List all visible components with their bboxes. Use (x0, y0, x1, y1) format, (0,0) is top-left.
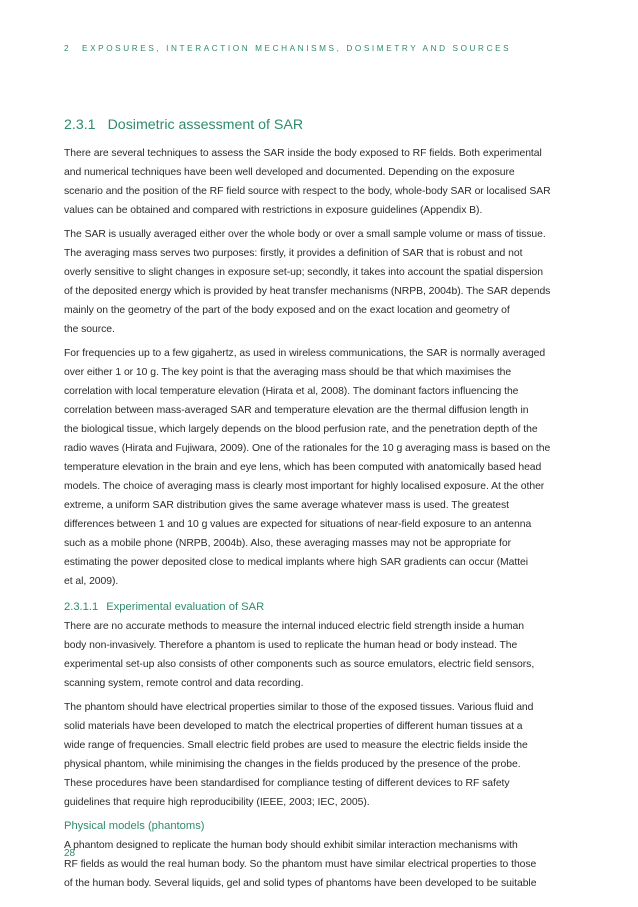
text-line: experimental set-up also consists of other components such as source emulators, electric field sensors, (64, 659, 535, 670)
text-line: There are no accurate methods to measure the internal induced electric field strength inside a human (64, 621, 524, 632)
text-line: the biological tissue, which largely depends on the blood perfusion rate, and the penetration depth of the (64, 424, 538, 435)
text-line: radio waves (Hirata and Fujiwara, 2009). One of the rationales for the 10 g averaging mass is based on the (64, 443, 551, 454)
paragraph-averaging (64, 225, 580, 339)
paragraph-techniques (64, 144, 580, 220)
text-line: These procedures have been standardised for compliance testing of different devices to RF safety (64, 778, 510, 789)
section-title: Dosimetric assessment of SAR (107, 117, 304, 133)
text-line: There are several techniques to assess the SAR inside the body exposed to RF fields. Both experimental (64, 148, 542, 159)
text-line: temperature elevation in the brain and eye lens, which has been computed with anatomically based head (64, 462, 542, 473)
text-line: physical phantom, while minimising the changes in the fields produced by the presence of the probe. (64, 759, 521, 770)
text-line: such as a mobile phone (NRPB, 2004b). Also, these averaging masses may not be appropriate for (64, 538, 512, 549)
section-heading (64, 117, 580, 133)
text-line: the source. (64, 324, 115, 335)
text-line: differences between 1 and 10 g values are expected for situations of near-field exposure to an antenna (64, 519, 532, 530)
text-line: A phantom designed to replicate the human body should exhibit similar interaction mechanisms with (64, 840, 518, 851)
paragraph-physical-models (64, 836, 580, 893)
text-line: body non-invasively. Therefore a phantom is used to replicate the human head or body instead. The (64, 640, 518, 651)
text-line: guidelines that require high reproducibility (IEEE, 2003; IEC, 2005). (64, 797, 370, 808)
paragraph-frequencies (64, 344, 580, 591)
chapter-number: 2 (64, 44, 72, 53)
paragraph-phantom-properties (64, 698, 580, 812)
text-line: of the human body. Several liquids, gel and solid types of phantoms have been developed to be suitable (64, 878, 537, 889)
text-line: extreme, a uniform SAR distribution gives the same average whatever mass is used. The greatest (64, 500, 510, 511)
page-content (64, 117, 580, 898)
text-line: mainly on the geometry of the part of the body exposed and on the exact location and geometry of (64, 305, 510, 316)
chapter-title: EXPOSURES, INTERACTION MECHANISMS, DOSIMETRY AND SOURCES (82, 44, 512, 53)
text-line: solid materials have been developed to match the electrical properties of different human tissues at a (64, 721, 523, 732)
text-line: estimating the power deposited close to medical implants where high SAR gradients can occur (Mattei (64, 557, 529, 568)
subsection-title: Experimental evaluation of SAR (106, 601, 265, 613)
text-line: of the deposited energy which is provided by heat transfer mechanisms (NRPB, 2004b). The SAR depends (64, 286, 551, 297)
subsection-number: 2.3.1.1 (64, 601, 99, 613)
text-line: models. The choice of averaging mass is clearly most important for highly localised exposure. At the other (64, 481, 545, 492)
page-number: 28 (64, 848, 76, 859)
text-line: correlation with local temperature elevation (Hirata et al, 2008). The dominant factors influencing the (64, 386, 519, 397)
text-line: values can be obtained and compared with restrictions in exposure guidelines (Appendix B). (64, 205, 483, 216)
text-line: and numerical techniques have been well developed and documented. Depending on the exposure (64, 167, 515, 178)
text-line: over either 1 or 10 g. The key point is that the averaging mass should be that which maximises the (64, 367, 512, 378)
minor-heading: Physical models (phantoms) (64, 820, 205, 832)
text-line: correlation between mass-averaged SAR and temperature elevation are the thermal diffusion length in (64, 405, 529, 416)
text-line: et al, 2009). (64, 576, 119, 587)
text-line: overly sensitive to slight changes in exposure set-up; secondly, it takes into account the spatial dispersion (64, 267, 543, 278)
section-number: 2.3.1 (64, 117, 96, 133)
running-header (64, 44, 584, 53)
subsection-heading (64, 601, 580, 613)
text-line: The SAR is usually averaged either over the whole body or over a small sample volume or mass of tissue. (64, 229, 546, 240)
paragraph-no-accurate-methods (64, 617, 580, 693)
text-line: RF fields as would the real human body. So the phantom must have similar electrical properties to those (64, 859, 537, 870)
text-line: scenario and the position of the RF field source with respect to the body, whole-body SAR or localised SAR (64, 186, 551, 197)
text-line: The averaging mass serves two purposes: firstly, it provides a definition of SAR that is robust and not (64, 248, 523, 259)
text-line: wide range of frequencies. Small electric field probes are used to measure the electric fields inside the (64, 740, 528, 751)
text-line: scanning system, remote control and data recording. (64, 678, 304, 689)
text-line: The phantom should have electrical properties similar to those of the exposed tissues. Various fluid and (64, 702, 534, 713)
text-line: For frequencies up to a few gigahertz, as used in wireless communications, the SAR is normally averaged (64, 348, 546, 359)
